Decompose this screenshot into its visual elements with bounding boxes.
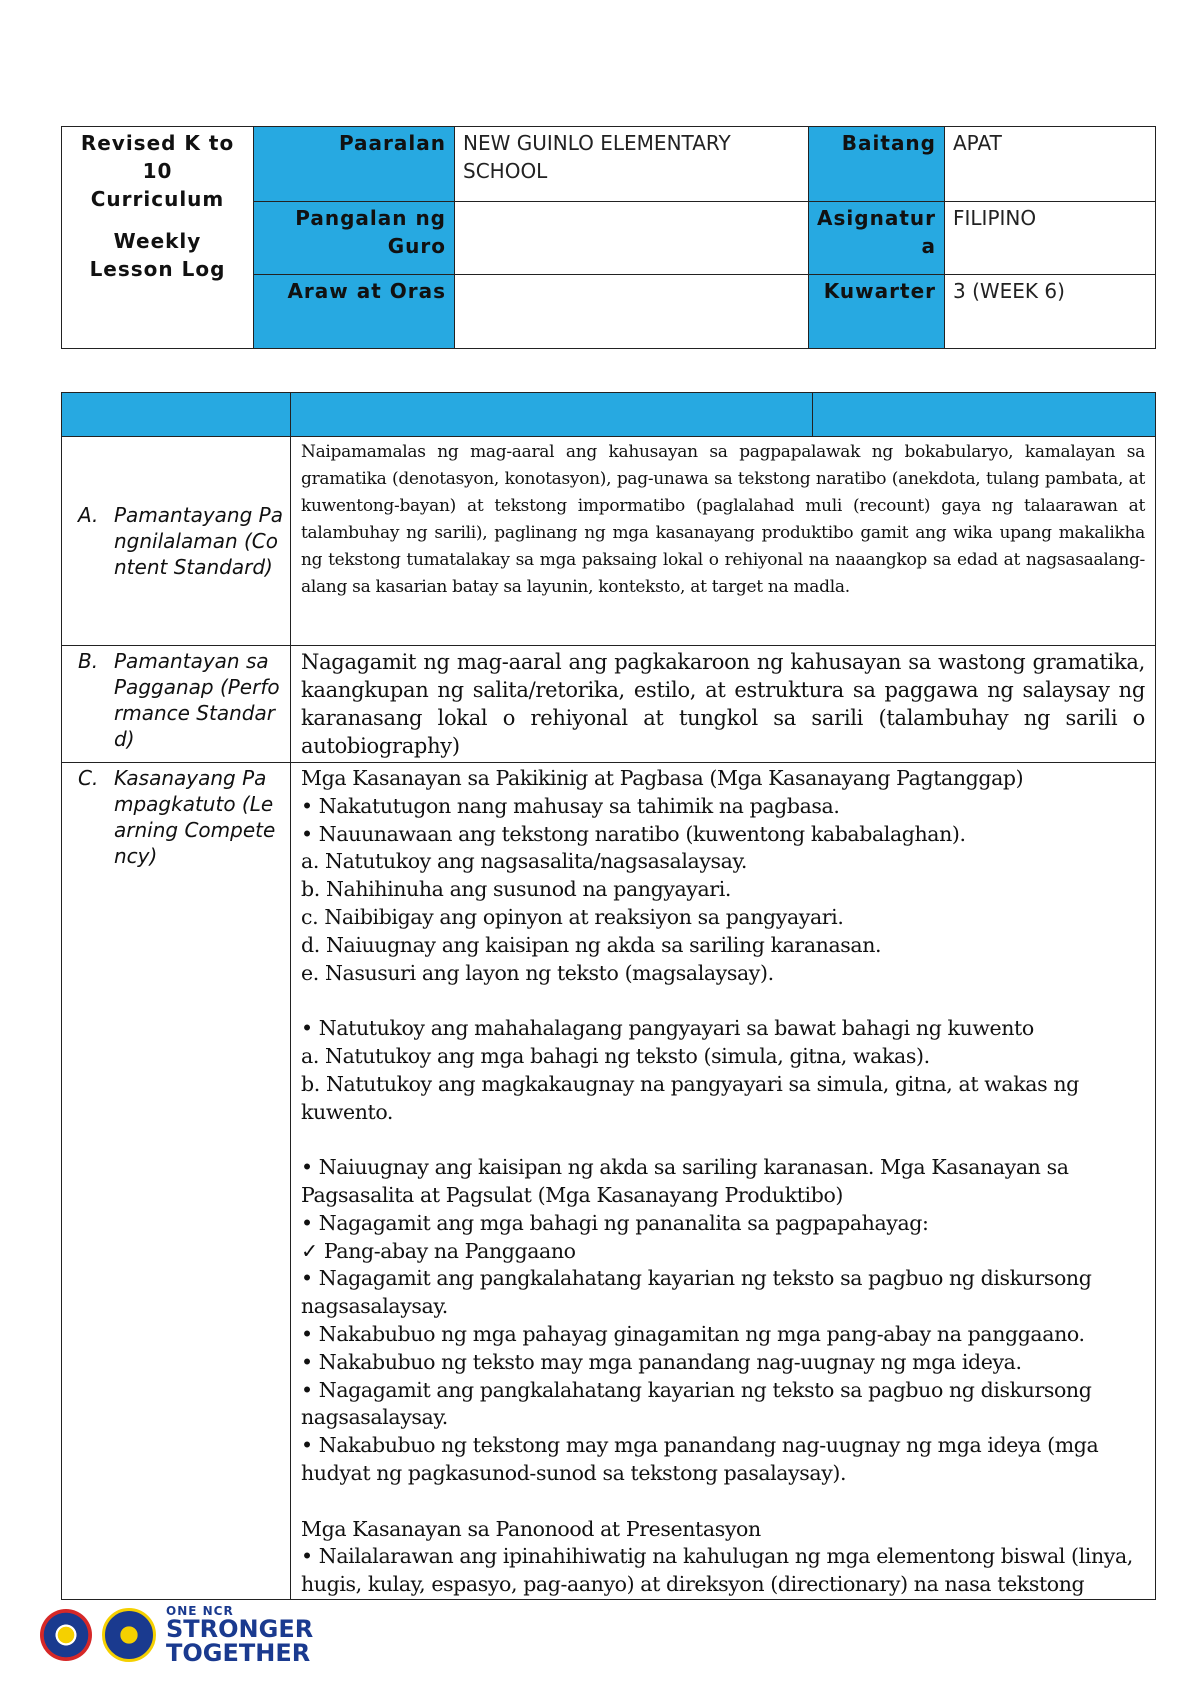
competency-line: b. Natutukoy ang magkakaugnay na pangyayari sa simula, gitna, at wakas ng [301, 1071, 1079, 1096]
blank-line [301, 987, 1145, 1015]
performance-standard-text: Nagagamit ng mag-aaral ang pagkakaroon ng kahusayan sa wastong gramatika, kaangkupan ng salita/retorika, estilo, at estruktura sa paggawa ng salaysay ng karanasang lokal o rehiyonal at tungkol sa sarili (talambuhay ng sarili o autobiography) [291, 646, 1156, 763]
competency-line: nagsasalaysay. [301, 1405, 448, 1430]
learning-competency-row [62, 763, 1156, 1600]
competency-line: • Nakabubuo ng teksto may mga panandang nag-uugnay ng mga ideya. [301, 1349, 1022, 1374]
content-standard-row [62, 437, 1156, 646]
competency-line: • Natutukoy ang mahahalagang pangyayari sa bawat bahagi ng kuwento [301, 1016, 1034, 1041]
title-line: Revised K to [80, 131, 235, 155]
competency-line: nagsasalaysay. [301, 1294, 448, 1319]
document-title [62, 127, 254, 349]
learning-competency-text [291, 763, 1156, 1600]
quarter-label: Kuwarter [809, 275, 945, 349]
lesson-content-table [61, 392, 1156, 1600]
competency-line: • Naiuugnay ang kaisipan ng akda sa sariling karanasan. Mga Kasanayan sa [301, 1155, 1069, 1180]
one-ncr-brand: ONE NCR STRONGER TOGETHER [166, 1604, 314, 1667]
competency-line: Mga Kasanayan sa Pakikinig at Pagbasa (Mga Kasanayang Pagtanggap) [301, 766, 1024, 790]
competency-line: hugis, kulay, espasyo, pag-aanyo) at direksyon (directionary) na nasa tekstong [301, 1572, 1085, 1597]
competency-line: • Nagagamit ang pangkalahatang kayarian ng teksto sa pagbuo ng diskursong [301, 1377, 1092, 1402]
teacher-label: Pangalan ng Guro [254, 202, 455, 275]
blank-line [301, 1126, 1145, 1154]
teacher-value [455, 202, 809, 275]
competency-line: c. Naibibigay ang opinyon at reaksiyon sa pangyayari. [301, 904, 844, 929]
competency-line: • Nagagamit ang pangkalahatang kayarian ng teksto sa pagbuo ng diskursong [301, 1266, 1092, 1291]
subject-label: Asignatura [809, 202, 945, 275]
competency-line: a. Natutukoy ang nagsasalita/nagsasalaysay. [301, 849, 748, 874]
competency-line: e. Nasusuri ang layon ng teksto (magsalaysay). [301, 960, 774, 985]
competency-line: hudyat ng pagkasunod-sunod sa tekstong pasalaysay). [301, 1460, 847, 1485]
competency-line: b. Nahihinuha ang susunod na pangyayari. [301, 877, 731, 902]
competency-line: • Nauunawaan ang tekstong naratibo (kuwentong kababalaghan). [301, 821, 966, 846]
title-line: Curriculum [90, 187, 225, 211]
blank-line [301, 1488, 1145, 1516]
deped-seal-logo [102, 1608, 156, 1662]
footer-logos [40, 1605, 313, 1665]
table-header-row [62, 393, 1156, 437]
title-line: Lesson Log [89, 257, 226, 281]
quarter-value: 3 (WEEK 6) [945, 275, 1156, 349]
competency-line: • Nakabubuo ng mga pahayag ginagamitan ng mga pang-abay na panggaano. [301, 1321, 1085, 1346]
title-line: 10 [142, 159, 173, 183]
datetime-value [455, 275, 809, 349]
content-standard-label: A. Pamantayang Pangnilalaman (Content Standard) [62, 437, 291, 646]
competency-line: • Nailalarawan ang ipinahihiwatig na kahulugan ng mga elementong biswal (linya, [301, 1544, 1133, 1569]
competency-line: • Nagagamit ang mga bahagi ng pananalita sa pagpapahayag: [301, 1210, 929, 1235]
grade-label: Baitang [809, 127, 945, 202]
performance-standard-row [62, 646, 1156, 763]
lesson-log-header-table [61, 126, 1156, 349]
competency-line: a. Natutukoy ang mga bahagi ng teksto (simula, gitna, wakas). [301, 1043, 930, 1068]
competency-line: kuwento. [301, 1099, 394, 1124]
grade-value: APAT [945, 127, 1156, 202]
performance-standard-label: B. Pamantayan sa Pagganap (Performance Standard) [62, 646, 291, 763]
title-line: Weekly [113, 229, 202, 253]
learning-competency-label: C. Kasanayang Pampagkatuto (Learning Competency) [62, 763, 291, 1600]
competency-line: d. Naiuugnay ang kaisipan ng akda sa sariling karanasan. [301, 932, 882, 957]
bagong-pilipinas-logo [40, 1609, 92, 1661]
school-label: Paaralan [254, 127, 455, 202]
content-standard-text: Naipamamalas ng mag-aaral ang kahusayan sa pagpapalawak ng bokabularyo, kamalayan sa gramatika (denotasyon, konotasyon), pag-unawa sa tekstong naratibo (anekdota, tulang pambata, at kuwentong-bayan) at tekstong impormatibo (paglalahad muli (recount) gaya ng talaarawan at talambuhay ng sarili), paglinang ng mga kasanayang produktibo gamit ang wika upang makalikha ng tekstong tumatalakay sa mga paksaing lokal o rehiyonal na naaangkop sa edad at nagsasaalang-alang sa kasarian batay sa layunin, konteksto, at target na madla. [291, 437, 1156, 646]
school-value: NEW GUINLO ELEMENTARY SCHOOL [455, 127, 809, 202]
competency-line: • Nakabubuo ng tekstong may mga panandang nag-uugnay ng mga ideya (mga [301, 1433, 1099, 1458]
competency-line: Mga Kasanayan sa Panonood at Presentasyon [301, 1516, 761, 1541]
competency-line: • Nakatutugon nang mahusay sa tahimik na pagbasa. [301, 793, 840, 818]
competency-line: ✓ Pang-abay na Panggaano [301, 1238, 576, 1263]
datetime-label: Araw at Oras [254, 275, 455, 349]
competency-line: Pagsasalita at Pagsulat (Mga Kasanayang Produktibo) [301, 1182, 843, 1207]
subject-value: FILIPINO [945, 202, 1156, 275]
